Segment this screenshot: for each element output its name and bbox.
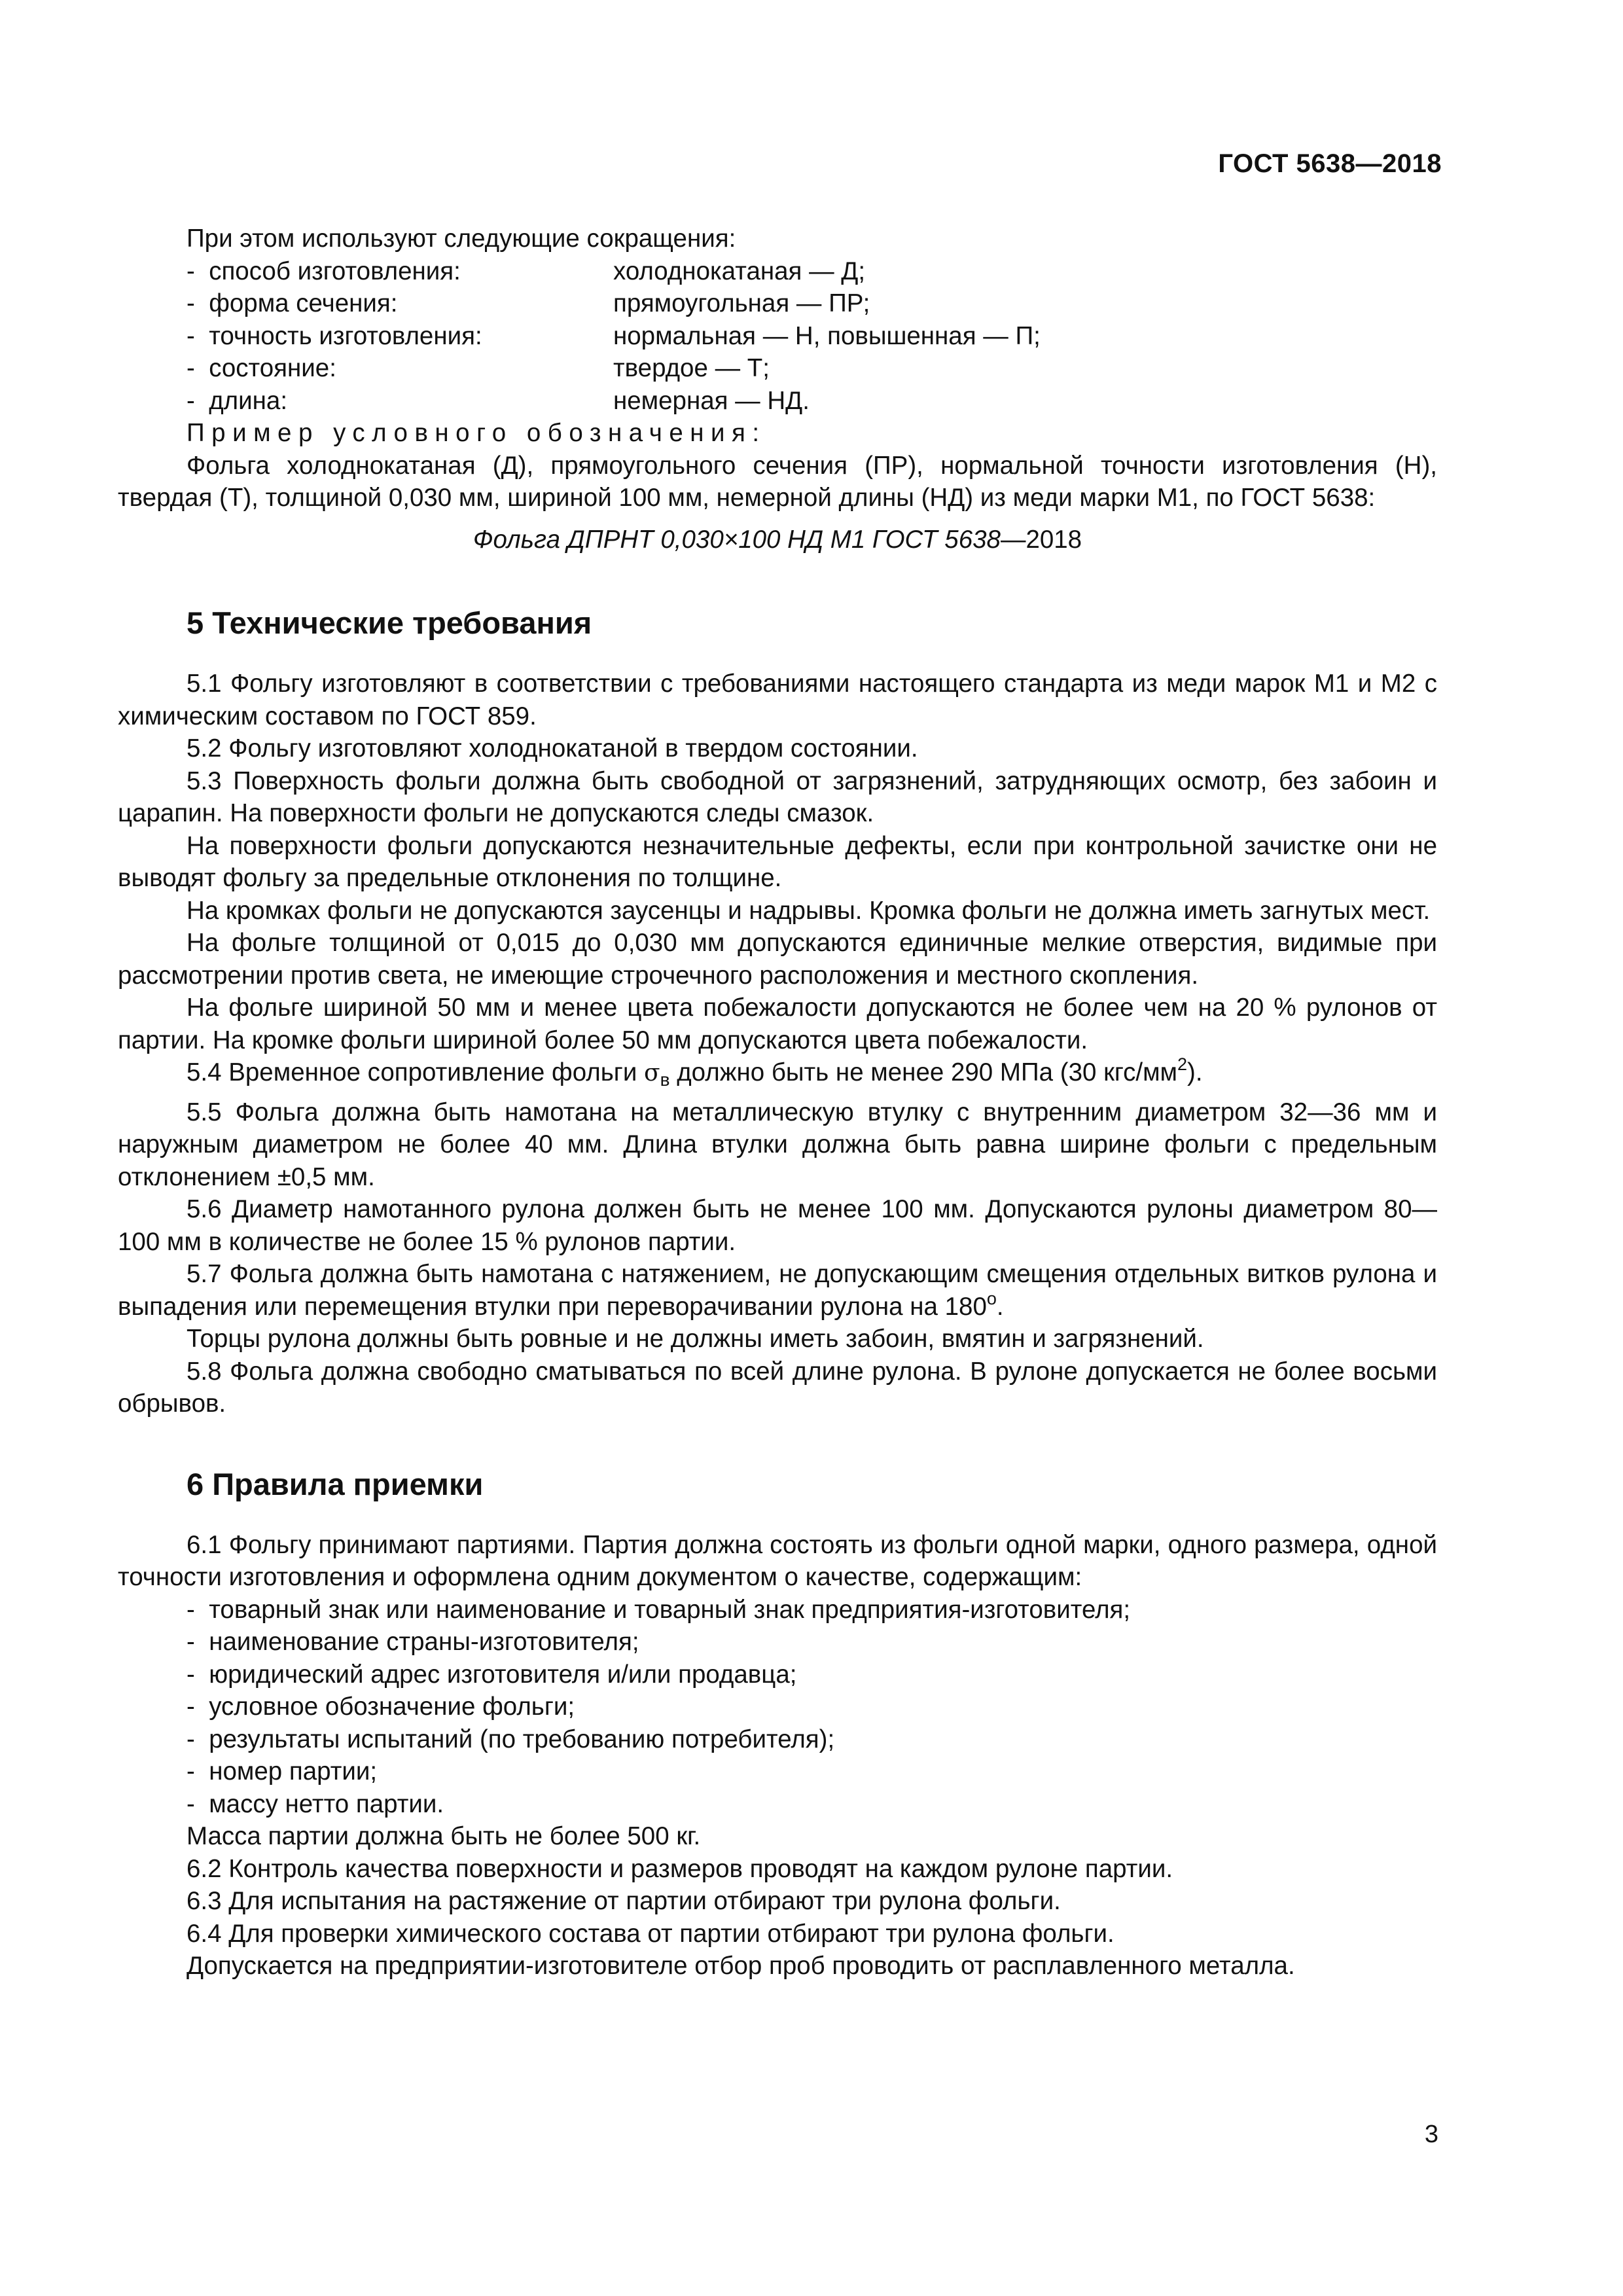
document-body [118, 223, 1437, 1982]
clause-5-3: 5.3 Поверхность фольги должна быть свободной от загрязнений, затрудняющих осмотр, без забоин и царапин. На поверхности фольги не допускаются следы смазок. [118, 766, 1437, 827]
standard-code-header: ГОСТ 5638—2018 [1218, 149, 1442, 178]
list-item: - массу нетто партии. [187, 1789, 444, 1818]
clause-5-3-holes: На фольге толщиной от 0,015 до 0,030 мм допускаются единичные мелкие отверстия, видимые при рассмотрении против света, не имеющие строчечного расположения и местного скопления. [118, 929, 1437, 990]
abbreviation-term: - способ изготовления: [187, 257, 461, 285]
clause-5-6: 5.6 Диаметр намотанного рулона должен быть не менее 100 мм. Допускаются рулоны диаметром 80—100 мм в количестве не более 15 % рулонов партии. [118, 1195, 1437, 1256]
list-item: - результаты испытаний (по требованию потребителя); [187, 1725, 835, 1753]
example-label: Пример условного обозначения: [187, 419, 766, 447]
clause-5-8: 5.8 Фольга должна свободно сматываться по всей длине рулона. В рулоне допускается не более восьми обрывов. [118, 1357, 1437, 1418]
clause-6-2: 6.2 Контроль качества поверхности и размеров проводят на каждом рулоне партии. [187, 1854, 1173, 1883]
clause-5-4-text-c: ). [1187, 1058, 1203, 1086]
abbreviation-value: холоднокатаная — Д; [613, 257, 866, 285]
list-item: - наименование страны-изготовителя; [187, 1628, 639, 1656]
clause-6-3: 6.3 Для испытания на растяжение от партии отбирают три рулона фольги. [187, 1887, 1061, 1915]
abbreviation-value: немерная — НД. [613, 386, 810, 415]
clause-5-3-tarnish: На фольге шириной 50 мм и менее цвета побежалости допускаются не более чем на 20 % рулонов от партии. На кромке фольги шириной более 50 мм допускаются цвета побежалости. [118, 994, 1437, 1054]
abbreviation-term: - состояние: [187, 354, 336, 382]
sigma-symbol: σ [644, 1060, 660, 1086]
sigma-subscript: в [660, 1069, 670, 1090]
clause-5-7-text-a: 5.7 Фольга должна быть намотана с натяжением, не допускающим смещения отдельных витков рулона и выпадения или перемещения втулки при переворачивании рулона на 180 [118, 1260, 1437, 1321]
abbreviation-row [118, 385, 1437, 418]
clause-5-3-defects: На поверхности фольги допускаются незначительные дефекты, если при контрольной зачистке они не выводят фольгу за предельные отклонения по толщине. [118, 831, 1437, 892]
list-item: - юридический адрес изготовителя и/или продавца; [187, 1660, 797, 1689]
list-item: - условное обозначение фольги; [187, 1693, 575, 1721]
abbreviation-row [118, 352, 1437, 385]
clause-5-1: 5.1 Фольгу изготовляют в соответствии с требованиями настоящего стандарта из меди марок М1 и М2 с химическим составом по ГОСТ 859. [118, 670, 1437, 730]
list-item: - товарный знак или наименование и товарный знак предприятия-изготовителя; [187, 1595, 1131, 1624]
example-designation [118, 524, 1437, 556]
abbreviation-row [118, 255, 1437, 288]
clause-5-7-text-c: . [996, 1292, 1004, 1321]
abbreviation-term: - форма сечения: [187, 289, 398, 317]
list-item: - номер партии; [187, 1757, 378, 1785]
clause-5-7 [118, 1258, 1437, 1323]
designation-year: —2018 [1000, 525, 1082, 554]
abbreviation-row [118, 287, 1437, 320]
abbreviation-value: прямоугольная — ПР; [613, 289, 870, 317]
unit-superscript: 2 [1177, 1054, 1188, 1074]
clause-6-4: 6.4 Для проверки химического состава от партии отбирают три рулона фольги. [187, 1919, 1115, 1948]
section-6-title: 6 Правила приемки [187, 1466, 484, 1501]
clause-5-2: 5.2 Фольгу изготовляют холоднокатаной в твердом состоянии. [187, 734, 918, 762]
page-number: 3 [1424, 2121, 1438, 2148]
abbreviation-value: нормальная — Н, повышенная — П; [613, 321, 1041, 350]
clause-6-1: 6.1 Фольгу принимают партиями. Партия должна состоять из фольги одной марки, одного размера, одной точности изготовления и оформлена одним документом о качестве, содержащим: [118, 1530, 1437, 1591]
abbreviation-value: твердое — Т; [613, 354, 770, 382]
clause-5-3-edges: На кромках фольги не допускаются заусенцы и надрывы. Кромка фольги не должна иметь загнутых мест. [187, 896, 1431, 925]
clause-5-4-text-a: 5.4 Временное сопротивление фольги [187, 1058, 645, 1086]
clause-5-7-ends: Торцы рулона должны быть ровные и не должны иметь забоин, вмятин и загрязнений. [187, 1325, 1204, 1353]
abbreviations-intro: При этом используют следующие сокращения: [187, 224, 736, 253]
clause-5-4 [118, 1056, 1437, 1096]
abbreviation-term: - точность изготовления: [187, 321, 482, 350]
degree-superscript: о [986, 1288, 997, 1308]
example-text: Фольга холоднокатаная (Д), прямоугольного сечения (ПР), нормальной точности изготовления (Н), твердая (Т), толщиной 0,030 мм, шириной 100 мм, немерной длины (НД) из меди марки М1, по ГОСТ 5638: [118, 451, 1437, 512]
abbreviation-term: - длина: [187, 386, 288, 415]
clause-6-4-sampling: Допускается на предприятии-изготовителе отбор проб проводить от расплавленного металла. [187, 1952, 1295, 1980]
clause-5-5: 5.5 Фольга должна быть намотана на металлическую втулку с внутренним диаметром 32—36 мм и наружным диаметром не более 40 мм. Длина втулки должна быть равна ширине фольги с предельным отклонением ±0,5 мм. [118, 1098, 1437, 1191]
designation-text: Фольга ДПРНТ 0,030×100 НД М1 ГОСТ 5638 [473, 525, 1001, 554]
abbreviation-row [118, 320, 1437, 353]
clause-5-4-text-b: должно быть не менее 290 МПа (30 кгс/мм [669, 1058, 1178, 1086]
section-5-title: 5 Технические требования [187, 605, 592, 640]
batch-mass: Масса партии должна быть не более 500 кг. [187, 1822, 701, 1850]
